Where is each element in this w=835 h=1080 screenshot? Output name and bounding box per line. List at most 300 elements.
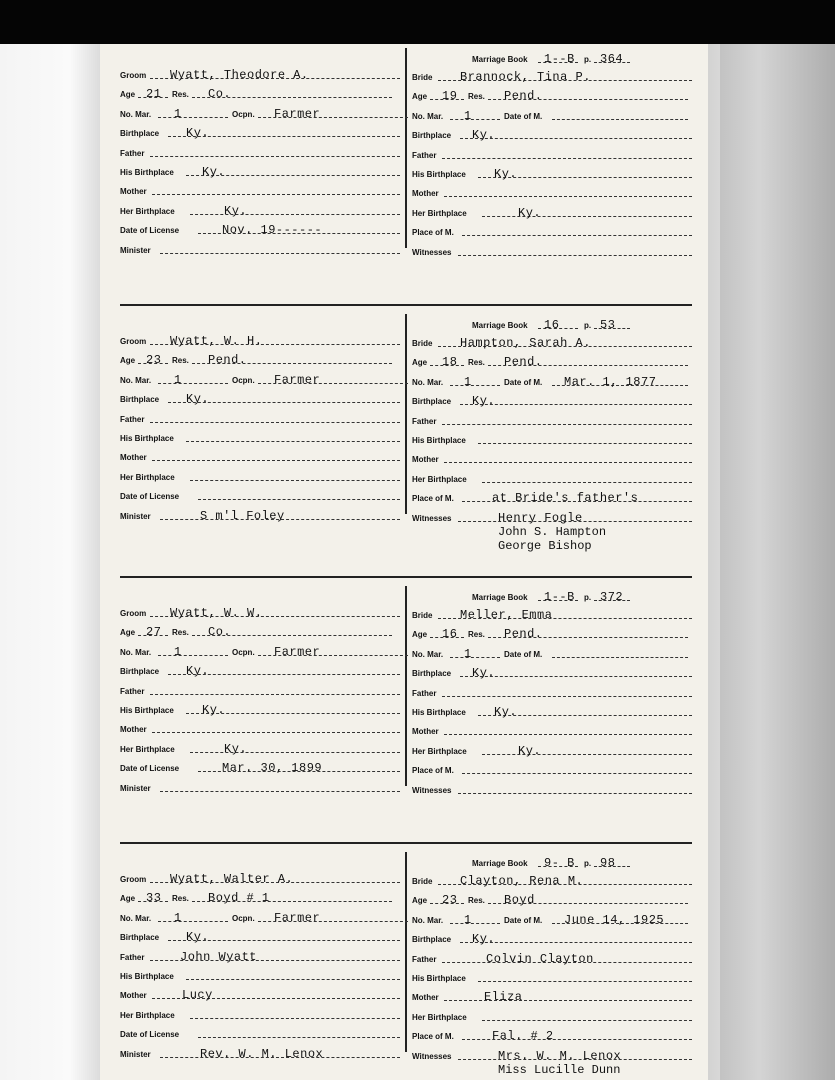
field-underline (442, 424, 692, 425)
place-of-marriage: Fal. # 2 (492, 1029, 554, 1044)
field-label: Place of M. (412, 228, 454, 238)
form-row (120, 701, 404, 717)
field-label: Ocpn. (232, 375, 255, 385)
field-label: Mother (120, 187, 147, 197)
form-row (412, 126, 696, 142)
field-label: Date of M. (504, 377, 543, 387)
field-label: Father (412, 150, 437, 160)
field-label: His Birthplace (120, 434, 174, 443)
groom-name: Wyatt, W. W. (170, 606, 263, 620)
field-label: Place of M. (412, 766, 454, 776)
field-underline (482, 482, 692, 483)
form-row (412, 334, 696, 350)
field-label: His Birthplace (412, 170, 466, 179)
form-row (120, 759, 404, 775)
groom-birthplace: Ky. (186, 930, 210, 945)
field-underline (186, 441, 400, 442)
field-label: Age (120, 628, 136, 638)
field-underline (450, 923, 500, 924)
card-separator (405, 314, 407, 514)
field-label: Birthplace (412, 669, 452, 679)
form-row (412, 645, 696, 661)
marriage-book-ref (472, 316, 672, 332)
marriage-book-ref (472, 50, 672, 66)
bride-no-mar: 1 (464, 108, 472, 123)
form-row (120, 779, 404, 795)
field-label: Mother (120, 725, 147, 735)
form-row (120, 85, 404, 101)
field-label: Age (412, 358, 428, 368)
field-label: Groom (120, 875, 147, 884)
field-label: Age (120, 894, 136, 904)
form-row (120, 410, 404, 426)
field-underline (198, 1037, 400, 1038)
form-row (120, 241, 404, 257)
form-row (412, 891, 696, 907)
marriage-book-page: 364 (600, 52, 624, 66)
form-row (412, 664, 696, 680)
field-underline (152, 194, 400, 195)
marriage-book-number: 1--B (544, 52, 575, 66)
marriage-book-number: 9- B (544, 856, 575, 870)
field-label: Place of M. (412, 1032, 454, 1042)
field-underline (158, 921, 228, 922)
form-row (412, 353, 696, 369)
field-label: Age (120, 90, 136, 100)
form-row (120, 662, 404, 678)
field-underline (482, 1020, 692, 1021)
witness: Mrs. W. M. Lenox (498, 1048, 622, 1063)
field-label: Marriage Book (472, 321, 528, 330)
form-row (412, 470, 696, 486)
form-row (120, 66, 404, 82)
form-row (120, 351, 404, 367)
minister: S m'l Foley (200, 508, 285, 523)
field-label: Her Birthplace (120, 744, 175, 754)
groom-occupation: Farmer (274, 106, 321, 121)
bride-name: Meller, Emma (460, 608, 553, 622)
bride-birthplace: Ky. (472, 666, 496, 681)
field-label: Res. (172, 894, 189, 904)
groom-residence: Co. (208, 625, 232, 640)
groom-residence: Boyd # 1 (208, 891, 270, 906)
form-row (412, 988, 696, 1004)
place-of-marriage: at Bride's father's (492, 491, 639, 506)
field-label: Minister (120, 1049, 151, 1059)
field-label: No. Mar. (120, 913, 152, 923)
form-row (412, 930, 696, 946)
field-label: Res. (172, 356, 189, 366)
field-label: Birthplace (412, 935, 452, 945)
field-label: Ocpn. (232, 109, 255, 119)
form-row (412, 412, 696, 428)
form-row (412, 742, 696, 758)
field-underline (150, 422, 400, 423)
field-label: Minister (120, 511, 151, 521)
form-row (412, 184, 696, 200)
field-underline (444, 462, 692, 463)
form-row (412, 1047, 696, 1063)
groom-age: 27 (146, 625, 162, 640)
bride-age: 16 (442, 627, 458, 642)
groom-father: John Wyatt (180, 949, 258, 964)
field-label: Marriage Book (472, 859, 528, 868)
field-underline (152, 732, 400, 733)
bride-no-mar: 1 (464, 912, 472, 927)
field-underline (190, 214, 400, 215)
field-label: His Birthplace (120, 972, 174, 981)
field-underline (450, 119, 500, 120)
bride-no-mar: 1 (464, 374, 472, 389)
form-row (412, 684, 696, 700)
form-row (120, 909, 404, 925)
bride-name: Clayton, Rena M. (460, 874, 584, 888)
scan-right-margin (708, 44, 835, 1080)
groom-residence: Co. (208, 87, 232, 102)
form-row (412, 68, 696, 84)
form-row (120, 124, 404, 140)
field-label: Her Birthplace (412, 746, 467, 756)
form-row (120, 332, 404, 348)
bride-mothers-birthplace: Ky. (518, 205, 542, 220)
field-underline (482, 216, 692, 217)
field-label: No. Mar. (412, 915, 444, 925)
groom-no-mar: 1 (174, 372, 182, 387)
date-of-marriage: Mar. 1, 1877 (564, 374, 657, 389)
form-row (412, 373, 696, 389)
form-row (412, 606, 696, 622)
field-label: Witnesses (412, 785, 452, 795)
form-row (412, 450, 696, 466)
groom-name: Wyatt, Walter A. (170, 872, 294, 886)
field-underline (458, 255, 692, 256)
groom-birthplace: Ky. (186, 126, 210, 141)
bride-residence: Pend. (504, 627, 543, 642)
field-label: Ocpn. (232, 647, 255, 657)
field-label: Her Birthplace (120, 472, 175, 482)
field-label: No. Mar. (412, 377, 444, 387)
field-label: Witnesses (412, 247, 452, 257)
form-row (120, 1025, 404, 1041)
bride-name: Hampton, Sarah A. (460, 336, 591, 350)
form-row (412, 950, 696, 966)
field-label: Minister (120, 783, 151, 793)
field-underline (478, 443, 692, 444)
field-label: Father (120, 148, 145, 158)
form-row (412, 781, 696, 797)
field-label: Place of M. (412, 494, 454, 504)
field-label: Father (412, 954, 437, 964)
field-label: No. Mar. (412, 111, 444, 121)
form-row (120, 507, 404, 523)
scan-top-border (0, 0, 835, 44)
field-label: No. Mar. (120, 647, 152, 657)
marriage-book-page: 372 (600, 590, 624, 604)
form-row (120, 448, 404, 464)
field-label: Mother (412, 727, 439, 737)
field-label: Res. (172, 628, 189, 638)
marriage-book-page: 53 (600, 318, 616, 332)
form-row (412, 146, 696, 162)
bride-no-mar: 1 (464, 646, 472, 661)
bride-residence: Boyd (504, 893, 535, 908)
field-underline (198, 499, 400, 500)
form-row (412, 243, 696, 259)
marriage-book-number: 1--B (544, 590, 575, 604)
field-label: Her Birthplace (120, 206, 175, 216)
scan-left-margin (0, 44, 100, 1080)
marriage-book-number: 16 (544, 318, 560, 332)
form-row (412, 107, 696, 123)
field-underline (442, 158, 692, 159)
form-row (120, 144, 404, 160)
form-row (120, 1045, 404, 1061)
marriage-book-page: 98 (600, 856, 616, 870)
field-label: Mother (412, 455, 439, 465)
marriage-book-ref (472, 588, 672, 604)
card-separator (405, 48, 407, 248)
form-row (412, 489, 696, 505)
field-label: Father (412, 416, 437, 426)
form-row (120, 487, 404, 503)
groom-residence: Pend. (208, 353, 247, 368)
form-row (412, 625, 696, 641)
form-row (412, 392, 696, 408)
field-label: Date of License (120, 226, 180, 236)
form-row (120, 1006, 404, 1022)
field-label: Date of License (120, 1030, 180, 1040)
form-row (120, 720, 404, 736)
field-label: His Birthplace (412, 708, 466, 717)
field-label: His Birthplace (412, 974, 466, 983)
bride-age: 18 (442, 355, 458, 370)
form-row (412, 223, 696, 239)
field-label: Bride (412, 339, 433, 348)
field-label: No. Mar. (412, 649, 444, 659)
form-row (120, 163, 404, 179)
field-underline (186, 979, 400, 980)
field-label: Her Birthplace (412, 1012, 467, 1022)
form-row (120, 870, 404, 886)
record-divider (120, 842, 692, 844)
groom-occupation: Farmer (274, 910, 321, 925)
field-underline (158, 383, 228, 384)
field-label: Father (120, 414, 145, 424)
bride-mothers-birthplace: Ky. (518, 743, 542, 758)
field-label: No. Mar. (120, 109, 152, 119)
field-label: Marriage Book (472, 593, 528, 602)
groom-occupation: Farmer (274, 372, 321, 387)
field-label: Marriage Book (472, 55, 528, 64)
form-row (412, 509, 696, 525)
field-underline (450, 657, 500, 658)
field-underline (458, 793, 692, 794)
field-label: His Birthplace (120, 706, 174, 715)
form-row (120, 740, 404, 756)
record-divider (120, 304, 692, 306)
form-row (120, 429, 404, 445)
field-label: Bride (412, 611, 433, 620)
form-row (120, 202, 404, 218)
field-label: Father (120, 952, 145, 962)
field-label: Res. (468, 92, 485, 102)
form-row (120, 889, 404, 905)
field-label: Witnesses (412, 513, 452, 523)
field-label: Date of M. (504, 649, 543, 659)
field-underline (190, 1018, 400, 1019)
field-underline (462, 773, 692, 774)
groom-mothers-birthplace: Ky. (224, 741, 248, 756)
groom-fathers-birthplace: Ky. (202, 703, 226, 717)
field-underline (160, 791, 400, 792)
form-row (412, 165, 696, 181)
field-label: p. (584, 321, 592, 330)
groom-name: Wyatt, W. H. (170, 334, 263, 348)
field-label: Age (412, 92, 428, 102)
field-label: No. Mar. (120, 375, 152, 385)
form-row (412, 761, 696, 777)
date-of-license: Mar. 30, 1899 (222, 761, 323, 776)
form-row (412, 722, 696, 738)
field-label: Mother (120, 453, 147, 463)
form-row (120, 623, 404, 639)
field-label: Date of M. (504, 915, 543, 925)
record-divider (120, 576, 692, 578)
form-row (412, 87, 696, 103)
field-label: His Birthplace (412, 436, 466, 445)
form-row (120, 221, 404, 237)
field-underline (462, 235, 692, 236)
field-underline (450, 385, 500, 386)
field-label: Witnesses (412, 1051, 452, 1061)
field-label: Res. (468, 358, 485, 368)
groom-no-mar: 1 (174, 644, 182, 659)
bride-residence: Pend. (504, 89, 543, 104)
field-label: Res. (468, 630, 485, 640)
card-separator (405, 586, 407, 786)
witness: George Bishop (498, 538, 592, 553)
form-row (412, 703, 696, 719)
form-row (412, 431, 696, 447)
field-label: Groom (120, 71, 147, 80)
bride-age: 19 (442, 89, 458, 104)
groom-birthplace: Ky. (186, 664, 210, 679)
form-row (120, 604, 404, 620)
bride-name: Brannock, Tina P. (460, 70, 591, 84)
field-label: His Birthplace (120, 168, 174, 177)
field-underline (190, 480, 400, 481)
field-label: Ocpn. (232, 913, 255, 923)
field-underline (152, 460, 400, 461)
field-underline (158, 655, 228, 656)
field-label: Res. (468, 896, 485, 906)
field-underline (150, 694, 400, 695)
field-label: Birthplace (120, 129, 160, 139)
bride-residence: Pend. (504, 355, 543, 370)
groom-name: Wyatt, Theodore A. (170, 68, 309, 82)
field-underline (158, 117, 228, 118)
field-label: Groom (120, 609, 147, 618)
field-underline (442, 696, 692, 697)
field-underline (552, 657, 688, 658)
groom-no-mar: 1 (174, 910, 182, 925)
field-label: Date of License (120, 492, 180, 502)
groom-age: 23 (146, 353, 162, 368)
field-label: Res. (172, 90, 189, 100)
field-label: Her Birthplace (412, 474, 467, 484)
form-row (120, 682, 404, 698)
date-of-license: Nov. 19------ (222, 223, 323, 238)
field-label: Bride (412, 877, 433, 886)
field-label: p. (584, 55, 592, 64)
field-underline (444, 734, 692, 735)
field-underline (444, 1000, 692, 1001)
bride-birthplace: Ky. (472, 394, 496, 409)
witness: Miss Lucille Dunn (498, 1062, 621, 1077)
groom-mother: Lucy (182, 988, 213, 1003)
field-label: Groom (120, 337, 147, 346)
field-underline (478, 981, 692, 982)
form-row (120, 928, 404, 944)
form-row (120, 371, 404, 387)
field-label: Age (412, 896, 428, 906)
card-separator (405, 852, 407, 1052)
field-label: Father (120, 686, 145, 696)
minister: Rev. W. M. Lenox (200, 1046, 324, 1061)
form-row (120, 643, 404, 659)
field-label: p. (584, 593, 592, 602)
field-label: Mother (412, 189, 439, 199)
field-label: Birthplace (412, 397, 452, 407)
form-row (120, 182, 404, 198)
field-label: Minister (120, 245, 151, 255)
bride-birthplace: Ky. (472, 932, 496, 947)
witness: Henry Fogle (498, 510, 583, 525)
field-label: Age (412, 630, 428, 640)
field-underline (444, 196, 692, 197)
marriage-book-ref (472, 854, 672, 870)
field-label: p. (584, 859, 592, 868)
form-row (120, 986, 404, 1002)
form-row (412, 872, 696, 888)
field-underline (482, 754, 692, 755)
field-label: Father (412, 688, 437, 698)
field-underline (160, 253, 400, 254)
form-row (412, 969, 696, 985)
field-label: Age (120, 356, 136, 366)
field-label: Birthplace (120, 667, 160, 677)
form-row (412, 1008, 696, 1024)
date-of-marriage: June 14, 1925 (564, 912, 665, 927)
field-label: Date of M. (504, 111, 543, 121)
field-label: Birthplace (120, 395, 160, 405)
field-label: Mother (412, 993, 439, 1003)
form-row (412, 204, 696, 220)
groom-no-mar: 1 (174, 106, 182, 121)
groom-age: 21 (146, 87, 162, 102)
field-label: Date of License (120, 764, 180, 774)
form-row (120, 390, 404, 406)
bride-birthplace: Ky. (472, 128, 496, 143)
bride-fathers-birthplace: Ky. (494, 705, 518, 719)
form-row (120, 948, 404, 964)
groom-age: 33 (146, 891, 162, 906)
field-underline (150, 156, 400, 157)
form-row (412, 911, 696, 927)
form-row (412, 1027, 696, 1043)
groom-birthplace: Ky. (186, 392, 210, 407)
groom-fathers-birthplace: Ky. (202, 165, 226, 179)
